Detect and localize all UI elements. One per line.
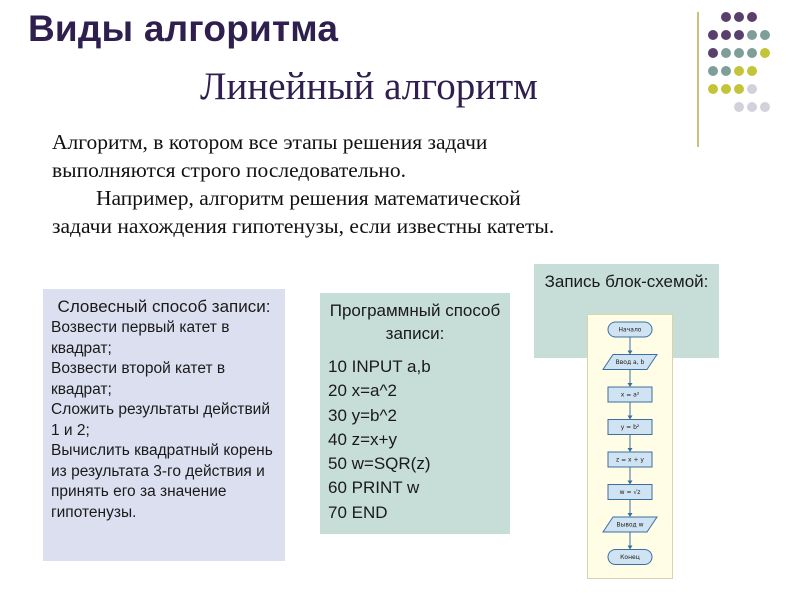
decorative-dot: [747, 48, 757, 58]
decorative-dot: [747, 30, 757, 40]
code-line: 60 PRINT w: [328, 478, 420, 498]
program-method-title: Программный способ записи:: [329, 301, 501, 343]
decorative-divider: [697, 12, 699, 147]
decorative-dot: [734, 30, 744, 40]
flowchart-arrowhead: [628, 351, 633, 355]
code-line: 40 z=x+y: [328, 429, 397, 449]
flowchart-block-label: w = √z: [619, 489, 641, 497]
decorative-dot: [708, 48, 718, 58]
decorative-dot: [760, 30, 770, 40]
decorative-dot: [747, 84, 757, 94]
program-code-list: [328, 355, 510, 525]
flowchart-arrowhead: [628, 481, 633, 485]
flowchart-arrowhead: [628, 513, 633, 517]
decorative-dot: [734, 48, 744, 58]
code-line: 50 w=SQR(z): [328, 454, 431, 474]
flowchart-block-label: y = b²: [620, 424, 640, 432]
flowchart-block-label: Вывод w: [616, 521, 644, 529]
program-method-box: [320, 293, 510, 534]
decorative-dot: [734, 102, 744, 112]
flowchart-arrowhead: [628, 448, 633, 452]
list-item: Вычислить квадратный корень из результата 3-го действия и принять его за значение гипотенузы.: [51, 442, 273, 521]
flowchart-diagram: [587, 314, 673, 579]
decorative-dot: [734, 84, 744, 94]
definition-line: Например, алгоритм решения математической: [96, 186, 521, 210]
decorative-dot: [721, 84, 731, 94]
decorative-dot: [747, 12, 757, 22]
decorative-dot: [760, 102, 770, 112]
flowchart-block-label: Конец: [620, 554, 640, 562]
definition-line: Алгоритм, в котором все этапы решения задачи: [52, 130, 488, 154]
slide-subtitle: Линейный алгоритм: [200, 65, 538, 108]
decorative-dot: [721, 12, 731, 22]
decorative-dot: [721, 66, 731, 76]
decorative-dot: [734, 12, 744, 22]
list-item: Возвести первый катет в квадрат;: [51, 319, 230, 357]
decorative-dot: [708, 66, 718, 76]
verbal-method-box: [43, 289, 285, 561]
definition-text: [52, 128, 772, 240]
flowchart-block-label: z = x + y: [616, 456, 644, 464]
decorative-dot: [747, 102, 757, 112]
list-item: Возвести второй катет в квадрат;: [51, 360, 226, 398]
decorative-dot: [721, 48, 731, 58]
flowchart-arrowhead: [628, 416, 633, 420]
slide-title: Виды алгоритма: [28, 8, 339, 49]
code-line: 20 x=a^2: [328, 381, 397, 401]
verbal-method-title: Словесный способ записи:: [57, 297, 271, 316]
decorative-dot: [734, 66, 744, 76]
flowchart-arrowhead: [628, 546, 633, 550]
decorative-dot: [747, 66, 757, 76]
verbal-steps-list: [43, 318, 285, 523]
decorative-dot: [708, 84, 718, 94]
flowchart-block-label: Ввод a, b: [615, 359, 645, 367]
decorative-dot-grid: [708, 12, 778, 132]
list-item: Сложить результаты действий 1 и 2;: [51, 401, 270, 439]
definition-line: задачи нахождения гипотенузы, если известны катеты.: [52, 214, 555, 238]
flowchart-block-label: x = a²: [620, 391, 640, 399]
decorative-dot: [708, 30, 718, 40]
definition-line: выполняются строго последовательно.: [52, 158, 407, 182]
decorative-dot: [760, 48, 770, 58]
code-line: 70 END: [328, 502, 388, 522]
code-line: 10 INPUT a,b: [328, 357, 431, 376]
flowchart-block-label: Начало: [618, 326, 642, 334]
code-line: 30 y=b^2: [328, 405, 397, 425]
flowchart-arrowhead: [628, 383, 633, 387]
decorative-dot: [721, 30, 731, 40]
flowchart-method-title: Запись блок-схемой:: [544, 272, 709, 291]
